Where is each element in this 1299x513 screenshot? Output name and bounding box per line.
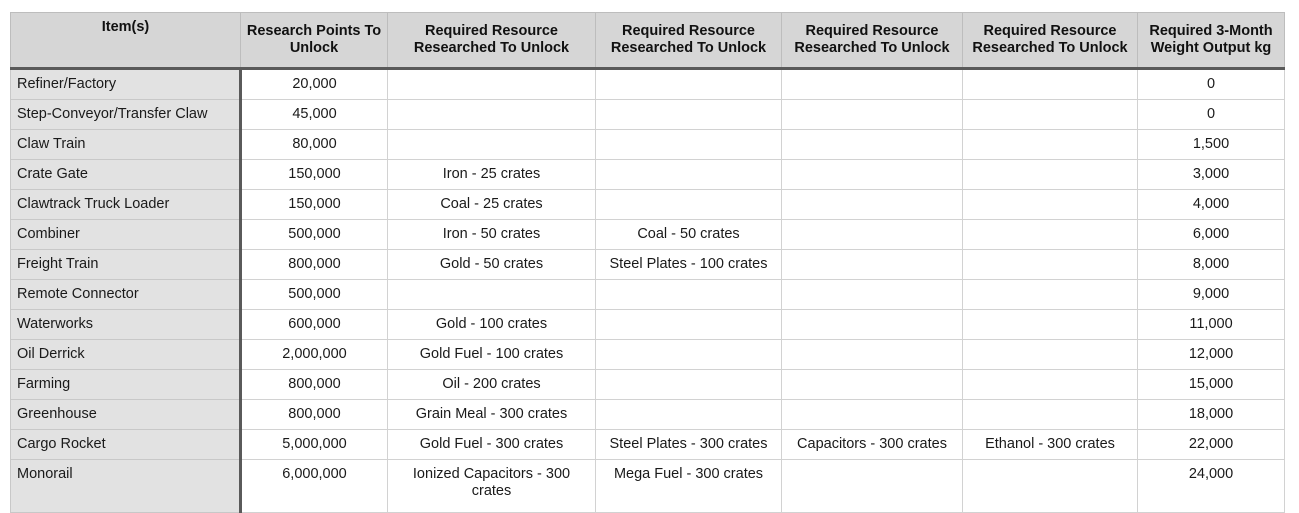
weight-output-cell: 15,000	[1138, 370, 1285, 400]
resource-2-cell: Coal - 50 crates	[596, 220, 782, 250]
resource-1-cell	[388, 69, 596, 100]
table-row	[11, 160, 1285, 190]
resource-4-cell	[963, 370, 1138, 400]
weight-output-cell: 24,000	[1138, 460, 1285, 513]
research-points-cell: 800,000	[241, 400, 388, 430]
header-items: Item(s)	[11, 13, 241, 69]
header-weight-output: Required 3-Month Weight Output kg	[1138, 13, 1285, 69]
weight-output-cell: 9,000	[1138, 280, 1285, 310]
table-row	[11, 250, 1285, 280]
resource-4-cell	[963, 220, 1138, 250]
resource-4-cell	[963, 340, 1138, 370]
research-points-cell: 45,000	[241, 100, 388, 130]
research-points-cell: 150,000	[241, 160, 388, 190]
table-row	[11, 460, 1285, 513]
resource-4-cell	[963, 160, 1138, 190]
resource-1-cell: Gold - 100 crates	[388, 310, 596, 340]
weight-output-cell: 8,000	[1138, 250, 1285, 280]
resource-3-cell	[782, 400, 963, 430]
resource-4-cell	[963, 130, 1138, 160]
resource-4-cell	[963, 280, 1138, 310]
weight-output-cell: 3,000	[1138, 160, 1285, 190]
resource-3-cell: Capacitors - 300 crates	[782, 430, 963, 460]
resource-3-cell	[782, 460, 963, 513]
weight-output-cell: 22,000	[1138, 430, 1285, 460]
resource-2-cell	[596, 370, 782, 400]
research-unlock-table	[10, 12, 1285, 513]
table-row	[11, 130, 1285, 160]
resource-1-cell	[388, 130, 596, 160]
item-name-cell: Greenhouse	[11, 400, 241, 430]
resource-1-cell: Coal - 25 crates	[388, 190, 596, 220]
weight-output-cell: 0	[1138, 100, 1285, 130]
table-row	[11, 370, 1285, 400]
research-points-cell: 800,000	[241, 250, 388, 280]
research-points-cell: 150,000	[241, 190, 388, 220]
resource-3-cell	[782, 280, 963, 310]
resource-4-cell	[963, 310, 1138, 340]
item-name-cell: Remote Connector	[11, 280, 241, 310]
resource-4-cell	[963, 100, 1138, 130]
resource-3-cell	[782, 340, 963, 370]
research-points-cell: 800,000	[241, 370, 388, 400]
resource-1-cell: Gold - 50 crates	[388, 250, 596, 280]
table-row	[11, 100, 1285, 130]
resource-1-cell	[388, 280, 596, 310]
item-name-cell: Step-Conveyor/Transfer Claw	[11, 100, 241, 130]
table-row	[11, 430, 1285, 460]
resource-1-cell: Gold Fuel - 100 crates	[388, 340, 596, 370]
research-points-cell: 20,000	[241, 69, 388, 100]
table-row	[11, 310, 1285, 340]
header-row	[11, 13, 1285, 69]
resource-4-cell	[963, 190, 1138, 220]
table-row	[11, 220, 1285, 250]
item-name-cell: Oil Derrick	[11, 340, 241, 370]
resource-1-cell: Grain Meal - 300 crates	[388, 400, 596, 430]
resource-3-cell	[782, 220, 963, 250]
research-points-cell: 6,000,000	[241, 460, 388, 513]
resource-2-cell: Mega Fuel - 300 crates	[596, 460, 782, 513]
item-name-cell: Monorail	[11, 460, 241, 513]
research-points-cell: 600,000	[241, 310, 388, 340]
research-points-cell: 2,000,000	[241, 340, 388, 370]
resource-4-cell	[963, 400, 1138, 430]
table-body	[11, 69, 1285, 513]
header-required-resource-2: Required Resource Researched To Unlock	[596, 13, 782, 69]
item-name-cell: Waterworks	[11, 310, 241, 340]
weight-output-cell: 1,500	[1138, 130, 1285, 160]
resource-2-cell	[596, 190, 782, 220]
resource-4-cell	[963, 460, 1138, 513]
resource-3-cell	[782, 100, 963, 130]
resource-4-cell	[963, 250, 1138, 280]
header-research-points: Research Points To Unlock	[241, 13, 388, 69]
item-name-cell: Crate Gate	[11, 160, 241, 190]
resource-2-cell	[596, 100, 782, 130]
weight-output-cell: 12,000	[1138, 340, 1285, 370]
resource-3-cell	[782, 160, 963, 190]
resource-1-cell: Gold Fuel - 300 crates	[388, 430, 596, 460]
item-name-cell: Cargo Rocket	[11, 430, 241, 460]
research-points-cell: 500,000	[241, 220, 388, 250]
header-required-resource-4: Required Resource Researched To Unlock	[963, 13, 1138, 69]
resource-4-cell	[963, 69, 1138, 100]
table-row	[11, 69, 1285, 100]
resource-2-cell	[596, 160, 782, 190]
research-points-cell: 500,000	[241, 280, 388, 310]
resource-3-cell	[782, 190, 963, 220]
resource-3-cell	[782, 310, 963, 340]
item-name-cell: Farming	[11, 370, 241, 400]
resource-2-cell: Steel Plates - 100 crates	[596, 250, 782, 280]
resource-1-cell	[388, 100, 596, 130]
header-required-resource-3: Required Resource Researched To Unlock	[782, 13, 963, 69]
resource-3-cell	[782, 370, 963, 400]
weight-output-cell: 18,000	[1138, 400, 1285, 430]
resource-3-cell	[782, 130, 963, 160]
table-row	[11, 280, 1285, 310]
item-name-cell: Claw Train	[11, 130, 241, 160]
resource-2-cell	[596, 130, 782, 160]
research-points-cell: 5,000,000	[241, 430, 388, 460]
table-row	[11, 400, 1285, 430]
resource-1-cell: Iron - 50 crates	[388, 220, 596, 250]
weight-output-cell: 6,000	[1138, 220, 1285, 250]
weight-output-cell: 4,000	[1138, 190, 1285, 220]
resource-2-cell: Steel Plates - 300 crates	[596, 430, 782, 460]
resource-2-cell	[596, 310, 782, 340]
table-row	[11, 190, 1285, 220]
table-row	[11, 340, 1285, 370]
item-name-cell: Refiner/Factory	[11, 69, 241, 100]
resource-1-cell: Ionized Capacitors - 300 crates	[388, 460, 596, 513]
resource-2-cell	[596, 340, 782, 370]
item-name-cell: Clawtrack Truck Loader	[11, 190, 241, 220]
weight-output-cell: 0	[1138, 69, 1285, 100]
weight-output-cell: 11,000	[1138, 310, 1285, 340]
item-name-cell: Freight Train	[11, 250, 241, 280]
resource-3-cell	[782, 250, 963, 280]
resource-2-cell	[596, 280, 782, 310]
resource-3-cell	[782, 69, 963, 100]
resource-2-cell	[596, 400, 782, 430]
resource-1-cell: Iron - 25 crates	[388, 160, 596, 190]
research-table-container	[10, 12, 1285, 513]
research-points-cell: 80,000	[241, 130, 388, 160]
resource-2-cell	[596, 69, 782, 100]
header-required-resource-1: Required Resource Researched To Unlock	[388, 13, 596, 69]
resource-4-cell: Ethanol - 300 crates	[963, 430, 1138, 460]
resource-1-cell: Oil - 200 crates	[388, 370, 596, 400]
item-name-cell: Combiner	[11, 220, 241, 250]
